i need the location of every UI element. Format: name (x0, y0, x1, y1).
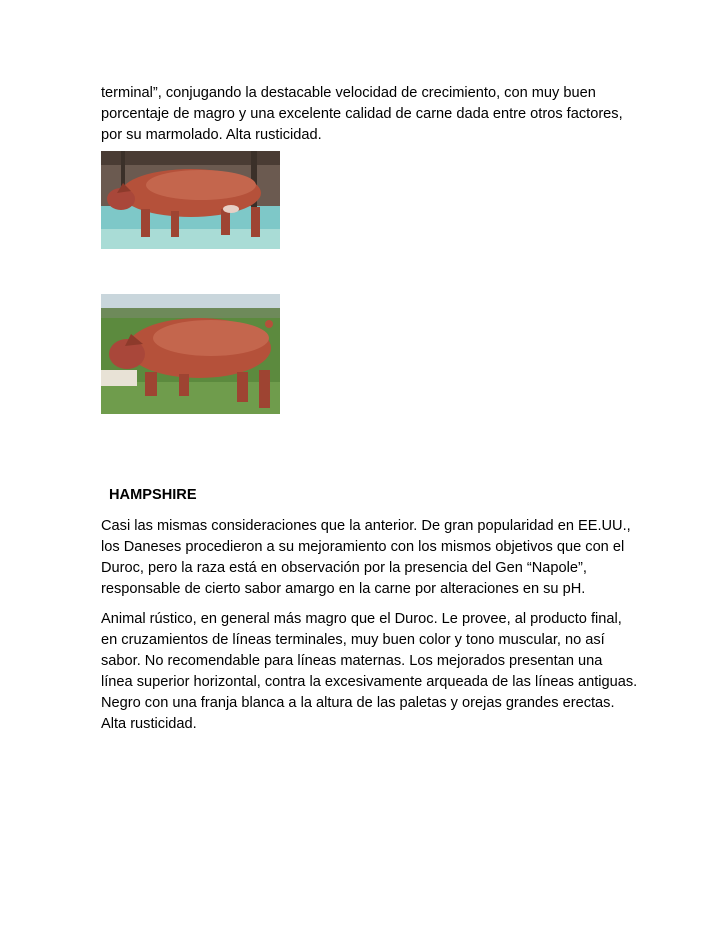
text-line: sabor. No recomendable para líneas maternas. Los mejorados presentan una (101, 653, 603, 669)
text-line: por su marmolado. Alta rusticidad. (101, 127, 322, 143)
section-heading-hampshire: HAMPSHIRE (109, 487, 197, 503)
pig-icon (101, 151, 280, 249)
text-line: porcentaje de magro y una excelente calidad de carne dada entre otros factores, (101, 106, 623, 122)
hampshire-paragraph-2 (101, 609, 661, 735)
duroc-pig-photo-2 (101, 294, 280, 414)
text-line: Animal rústico, en general más magro que el Duroc. Le provee, al producto final, (101, 611, 622, 627)
text-line: terminal”, conjugando la destacable velocidad de crecimiento, con muy buen (101, 85, 596, 101)
text-line: línea superior horizontal, contra la excesivamente arqueada de las líneas antiguas. (101, 674, 638, 690)
text-line: Duroc, pero la raza está en observación por la presencia del Gen “Napole”, (101, 560, 587, 576)
text-line: en cruzamientos de líneas terminales, muy buen color y tono muscular, no así (101, 632, 605, 648)
text-line: los Daneses procedieron a su mejoramiento con los mismos objetivos que con el (101, 539, 625, 555)
text-line: Negro con una franja blanca a la altura de las paletas y orejas grandes erectas. (101, 695, 615, 711)
text-line: Casi las mismas consideraciones que la anterior. De gran popularidad en EE.UU., (101, 518, 631, 534)
intro-paragraph (101, 83, 661, 146)
pig-icon (101, 294, 280, 414)
text-line: Alta rusticidad. (101, 716, 197, 732)
text-line: responsable de cierto sabor amargo en la carne por alteraciones en su pH. (101, 581, 586, 597)
duroc-pig-photo-1 (101, 151, 280, 249)
hampshire-paragraph-1 (101, 516, 661, 600)
